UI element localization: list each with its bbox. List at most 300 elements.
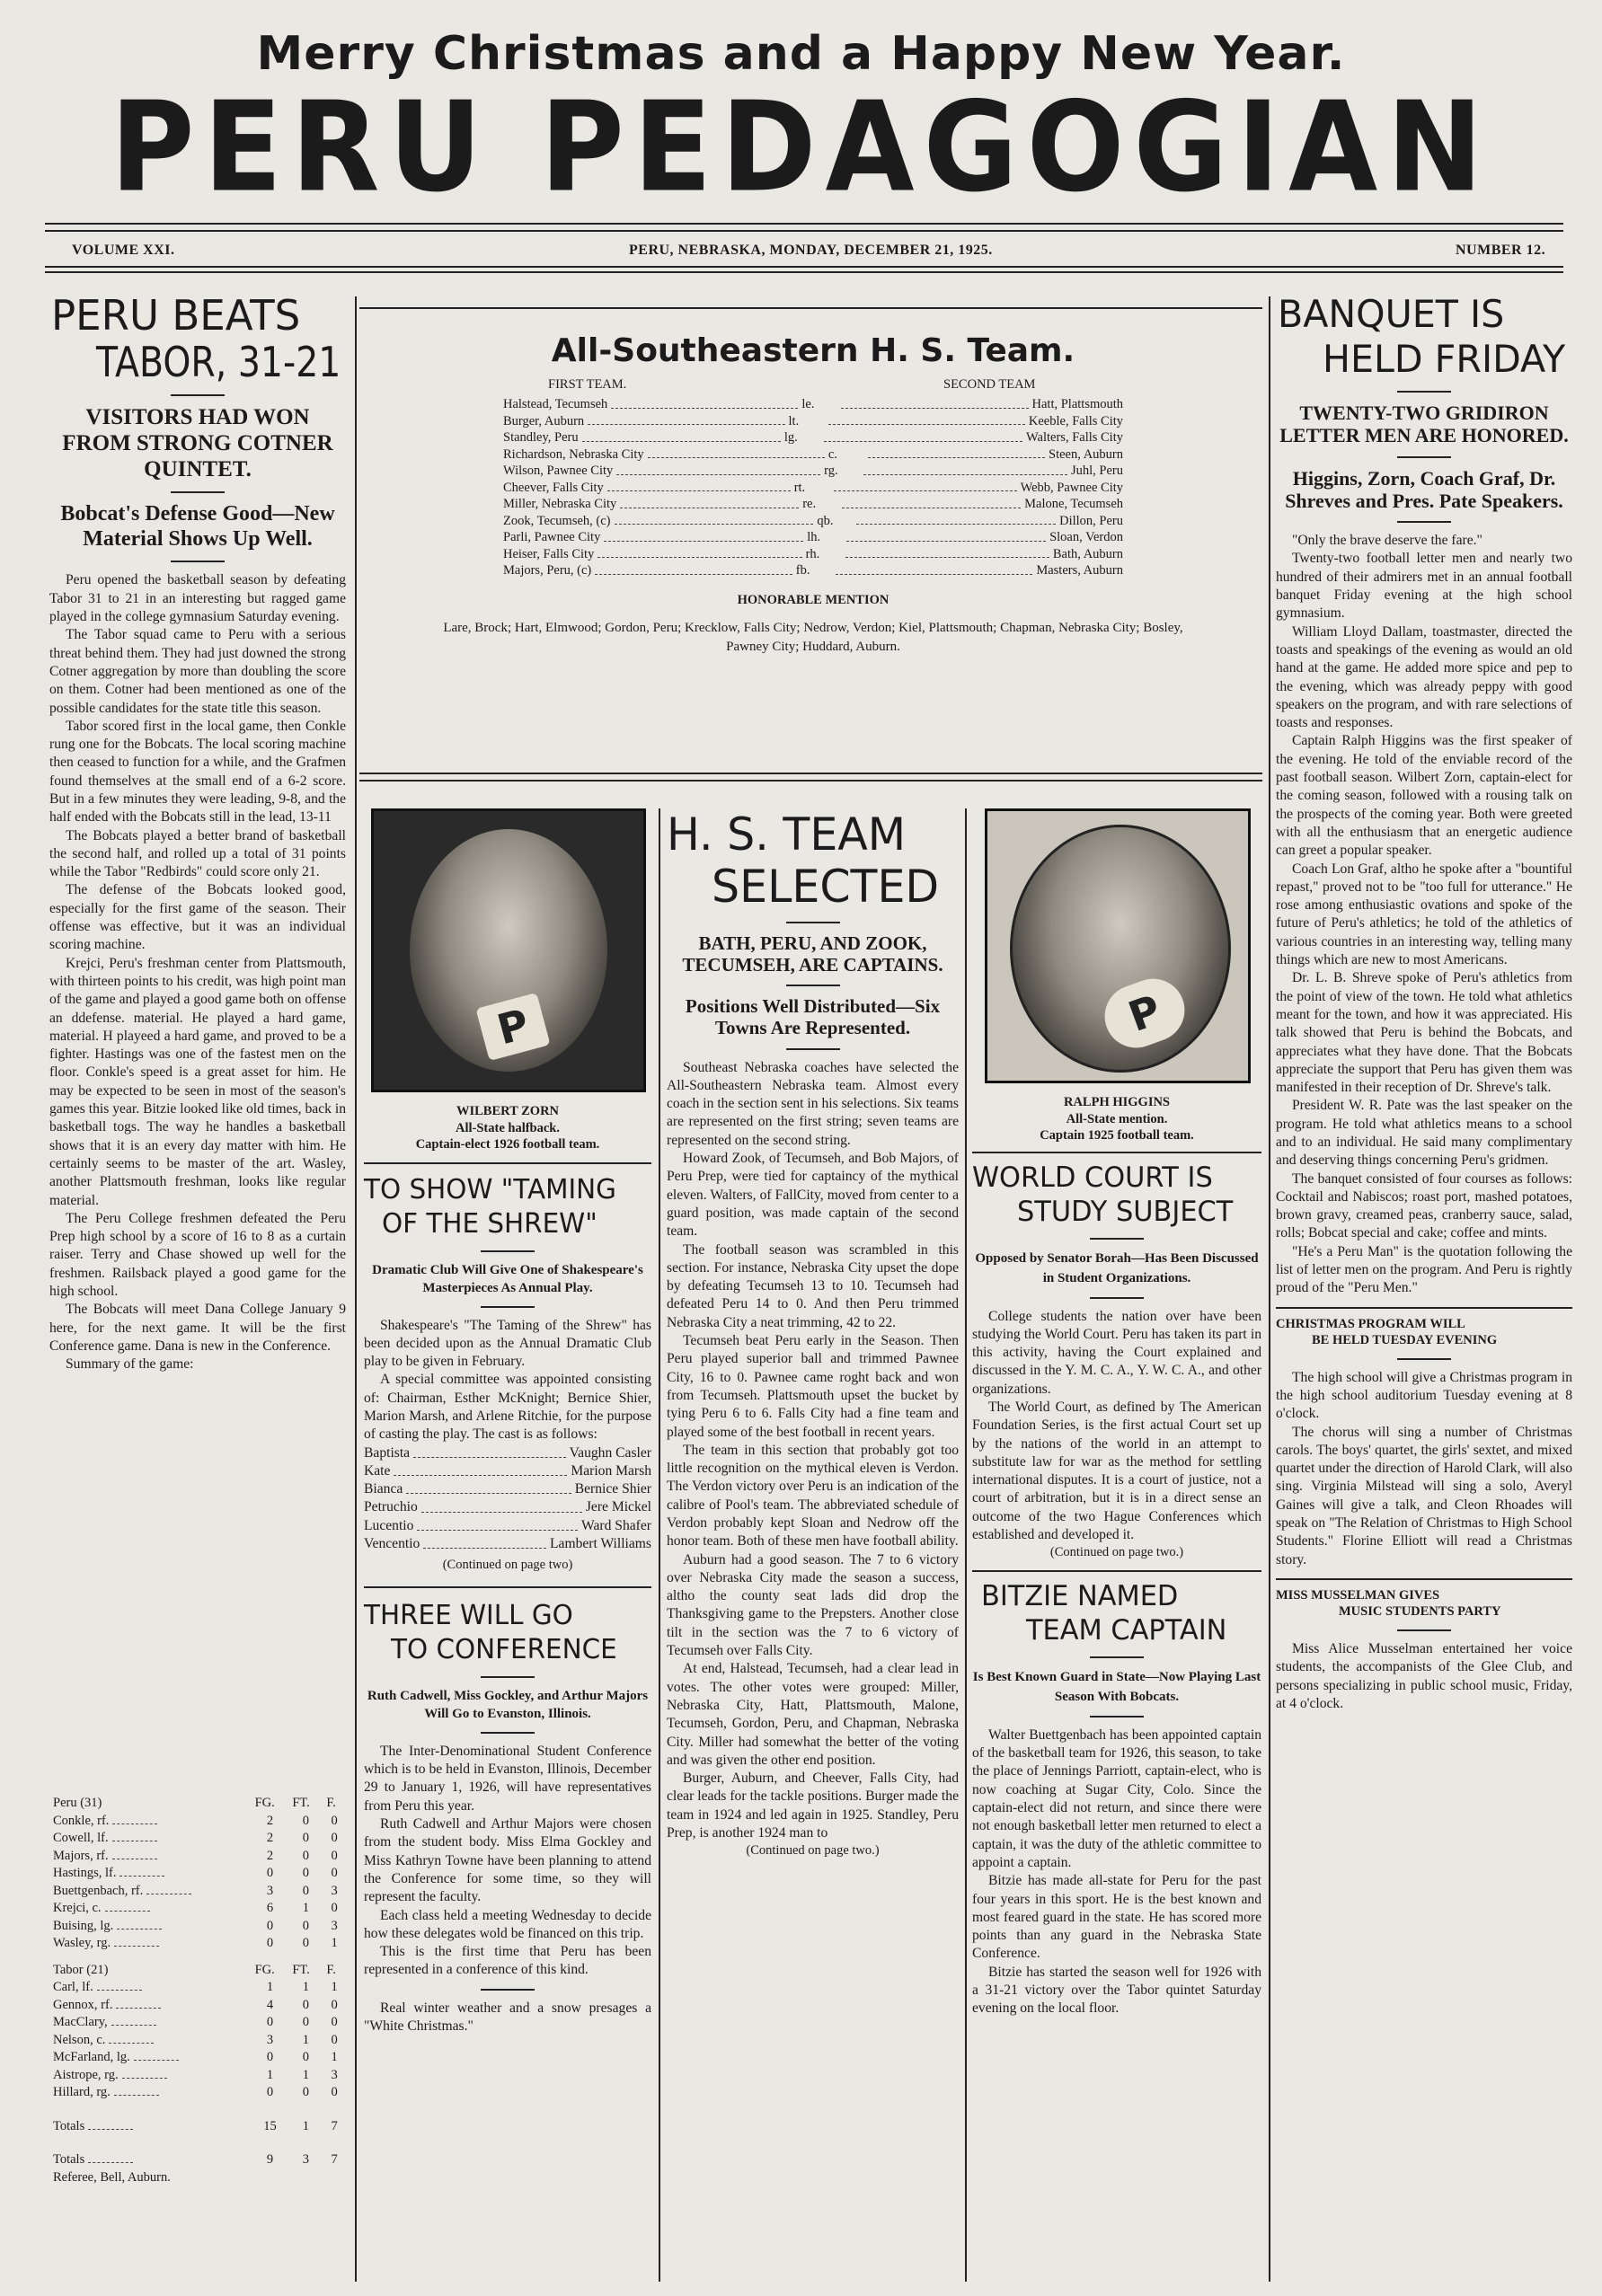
world-court-headline-2: STUDY SUBJECT <box>1017 1195 1234 1228</box>
first-team-player: Standley, Peru <box>503 430 579 445</box>
leader-dots <box>417 1517 578 1531</box>
team-name: Peru (31) <box>53 1796 102 1811</box>
divider <box>171 561 225 562</box>
hs-team-headline-1: H. S. TEAM <box>667 808 907 861</box>
box-score-total <box>49 2151 346 2169</box>
player-name: Hillard, rg. <box>53 2085 111 2100</box>
second-team-player: Steen, Auburn <box>1049 446 1123 462</box>
paragraph: The high school will give a Christmas program in the high school auditorium Tuesday evening at 8 o'clock. <box>1276 1369 1572 1422</box>
first-team-label: FIRST TEAM. <box>548 377 627 392</box>
box-score-row <box>49 1900 346 1918</box>
leader-dots <box>828 413 1025 426</box>
stat-cell: 0 <box>302 2015 309 2030</box>
stat-cell: 7 <box>331 2152 338 2168</box>
box-rule-top <box>359 307 1262 309</box>
divider <box>171 394 225 396</box>
stat-cell: 0 <box>302 1831 309 1846</box>
divider <box>1276 1578 1572 1580</box>
stat-cell: 0 <box>302 1866 309 1881</box>
leader-dots <box>394 1462 567 1476</box>
player-name: MacClary, <box>53 2015 108 2030</box>
position: rt. <box>793 480 806 495</box>
box-score-row <box>49 2067 346 2085</box>
box-score <box>49 1795 346 2186</box>
divider <box>481 1676 535 1678</box>
first-team-player: Wilson, Pawnee City <box>503 464 614 478</box>
column-rule-2 <box>659 808 660 2282</box>
paragraph: The Tabor squad came to Peru with a serious threat behind them. They had just downed the strong Cotner aggregation by more than doubling the score on them. Cotner had been mentioned as one of the possible candidates for the state title this season. <box>49 627 346 716</box>
second-team-player: Dillon, Peru <box>1059 513 1123 528</box>
leader-dots <box>841 396 1028 409</box>
first-team-player: Majors, Peru, (c) <box>503 563 592 578</box>
stat-cell: 0 <box>331 1997 338 2012</box>
paragraph: The Peru College freshmen defeated the Peru Prep high school by a score of 16 to 8 as a curtain raiser. Terry and Chase showed up well for the freshmen. Railsback played a good game for the high school. <box>49 1210 346 1300</box>
banquet-deck-1: TWENTY-TWO GRIDIRON LETTER MEN ARE HONORED. <box>1279 402 1569 447</box>
paragraph: The Inter-Denominational Student Conference which is to be held in Evanston, Illinois, December 29 to January 1, 1926, will have representatives from Peru this year. <box>364 1743 651 1814</box>
divider <box>1397 1629 1451 1631</box>
football-emblem: P <box>1096 970 1194 1057</box>
all-se-row <box>503 529 1123 546</box>
first-team-player: Heiser, Falls City <box>503 546 595 561</box>
box-score-row <box>49 2032 346 2050</box>
actor: Marion Marsh <box>571 1462 651 1479</box>
paragraph: The chorus will sing a number of Christmas carols. The boys' quartet, the girls' sextet, and mixed quartet under the direction of Harold Clark, will also sing. Virginia Milstead will sing a solo, Averyl Gaines will give a talk, and Cleon Rhoades will speak on "The Relation of Christmas to High School Students." Florine Elliott will read a Christmas story. <box>1276 1424 1572 1567</box>
masthead: PERU PEDAGOGIAN <box>110 75 1492 220</box>
stat-cell: 0 <box>331 1813 338 1828</box>
volume-label: VOLUME XXI. <box>72 243 175 258</box>
holiday-banner: Merry Christmas and a Happy New Year. <box>256 27 1346 81</box>
first-team-player: Zook, Tecumseh, (c) <box>503 513 611 528</box>
leader-dots <box>846 529 1046 542</box>
all-se-row <box>503 396 1123 413</box>
shrew-deck: Dramatic Club Will Give One of Shakespeare's Masterpieces As Annual Play. <box>372 1262 643 1295</box>
second-team-player: Walters, Falls City <box>1026 430 1123 445</box>
box-score-row <box>49 1935 346 1953</box>
stat-cell: 0 <box>331 1866 338 1881</box>
dateline-rule <box>45 266 1563 268</box>
honorable-mention-text: Lare, Brock; Hart, Elmwood; Gordon, Peru; Krecklow, Falls City; Nedrow, Verdon; Kiel, Plattsmouth; Chapman, Nebraska City; Bosley, Pawney City; Huddard, Auburn. <box>443 621 1183 654</box>
hs-team-deck-2: Positions Well Distributed—Six Towns Are Represented. <box>685 995 941 1039</box>
dateline-rule-2 <box>45 271 1563 273</box>
paragraph: Real winter weather and a snow presages a "White Christmas." <box>364 2000 651 2035</box>
article-peru-beats-tabor <box>49 292 346 1374</box>
stat-cell: 2 <box>266 1831 274 1846</box>
christmas-headline-2: BE HELD TUESDAY EVENING <box>1312 1333 1498 1348</box>
divider <box>786 922 840 923</box>
divider <box>786 1048 840 1050</box>
position: rh. <box>805 546 820 561</box>
box-score-total <box>49 2118 346 2136</box>
role: Petruchio <box>364 1499 418 1515</box>
paragraph: Summary of the game: <box>66 1356 194 1373</box>
issue-number: NUMBER 12. <box>1456 243 1546 258</box>
divider <box>481 1250 535 1252</box>
divider <box>481 1989 535 1991</box>
column-3 <box>667 808 959 1859</box>
player-name: Conkle, rf. <box>53 1813 110 1828</box>
column-rule-4 <box>1269 296 1270 2282</box>
col-f: F. <box>326 1962 336 1977</box>
col-fg: FG. <box>254 1962 275 1977</box>
stat-cell: 1 <box>331 1980 338 1995</box>
shrew-headline-1: TO SHOW "TAMING <box>364 1173 616 1205</box>
second-team-player: Malone, Tecumseh <box>1024 497 1124 511</box>
first-team-player: Richardson, Nebraska City <box>503 446 644 462</box>
paragraph: Twenty-two football letter men and nearly two hundred of their admirers met in an annual football banquet Friday evening at the high school gymnasium. <box>1276 551 1572 622</box>
all-se-row <box>503 562 1123 579</box>
position: re. <box>802 497 817 511</box>
box-rule-bottom-2 <box>359 780 1262 782</box>
all-se-row <box>503 546 1123 563</box>
photo-wilbert-zorn <box>371 808 646 1092</box>
actor: Jere Mickel <box>585 1499 651 1515</box>
stat-cell: 0 <box>331 1831 338 1846</box>
stat-cell: 1 <box>331 1936 338 1951</box>
divider <box>481 1306 535 1308</box>
leader-dots <box>607 480 791 492</box>
leader-dots <box>588 413 784 426</box>
paragraph: "Only the brave deserve the fare." <box>1292 533 1483 549</box>
divider <box>1397 456 1451 458</box>
second-team-player: Keeble, Falls City <box>1028 413 1124 428</box>
position: lt. <box>788 413 800 428</box>
box-score-row <box>49 2084 346 2102</box>
musselman-headline-1: MISS MUSSELMAN GIVES <box>1276 1587 1440 1603</box>
box-score-row <box>49 2049 346 2067</box>
player-name: Carl, lf. <box>53 1980 93 1995</box>
box-rule-bottom <box>359 773 1262 774</box>
leader-dots <box>611 396 798 409</box>
paragraph: Bitzie has started the season well for 1926 with a 31-21 victory over the Tabor quintet Saturday evening on the local floor. <box>972 1964 1261 2017</box>
cast-row <box>364 1462 651 1480</box>
column-2 <box>364 808 651 2035</box>
stat-cell: 0 <box>302 1848 309 1863</box>
position: lh. <box>807 530 821 544</box>
stat-cell: 1 <box>302 2118 309 2133</box>
leader-dots <box>421 1498 582 1512</box>
leader-dots <box>406 1480 571 1494</box>
all-se-title: All-Southeastern H. S. Team. <box>551 332 1075 369</box>
stat-cell: 0 <box>266 2085 274 2100</box>
box-score-row <box>49 1918 346 1936</box>
stat-cell: 1 <box>266 2067 274 2082</box>
all-se-row <box>503 413 1123 430</box>
all-se-row <box>503 513 1123 530</box>
paragraph: This is the first time that Peru has been represented in a conference of this kind. <box>364 1944 651 1978</box>
paragraph: The banquet consisted of four courses as follows: Cocktail and Nabiscos; roast port, mashed potatoes, brown gravy, creamed peas, cranberry sauce, salad, rolls; Bobcat special and cake; coffee and mints. <box>1276 1170 1572 1241</box>
stat-cell: 0 <box>266 2015 274 2030</box>
paragraph: Tabor scored first in the local game, then Conkle rung one for the Bobcats. The local scoring machine then ceased to function for a while, and the Grafmen found themselves at the small end of a 6-2 score. But in a few minutes they were leading, 9-8, and the half ended with the Bobcats still in the lead, 13-11 <box>49 718 346 826</box>
paragraph: Shakespeare's "The Taming of the Shrew" has been decided upon as the Annual Dramatic Club play to be given in February. <box>364 1317 651 1370</box>
role: Lucentio <box>364 1517 414 1533</box>
banquet-headline-1: BANQUET IS <box>1278 292 1505 336</box>
leader-dots <box>842 496 1021 508</box>
player-name: Cowell, lf. <box>53 1831 109 1846</box>
letter-p-emblem: P <box>475 993 550 1061</box>
all-se-row <box>503 496 1123 513</box>
divider <box>1090 1716 1144 1718</box>
actor: Bernice Shier <box>574 1481 651 1497</box>
paragraph: Walter Buettgenbach has been appointed captain of the basketball team for 1926, this season, to take the place of Jennings Parriott, captain-elect, who is now coaching at Sugar City, Colo. Since the captain-elect did not return, and since there were not enough basketball letter men returned to elect a captain, it was the duty of the athletic committee to appoint a captain. <box>972 1726 1261 1870</box>
bitzie-headline-1: BITZIE NAMED <box>981 1579 1179 1612</box>
second-team-player: Webb, Pawnee City <box>1020 480 1124 495</box>
paragraph: "He's a Peru Man" is the quotation following the list of letter men on the program. And Peru is rightly proud of the "Peru Men." <box>1276 1243 1572 1296</box>
leader-dots <box>836 562 1033 575</box>
stat-cell: 3 <box>266 1883 274 1898</box>
world-court-headline-1: WORLD COURT IS <box>972 1161 1213 1194</box>
photo-caption-position: All-State halfback. <box>456 1120 560 1135</box>
position: rg. <box>824 464 838 478</box>
christmas-headline-1: CHRISTMAS PROGRAM WILL <box>1276 1316 1465 1331</box>
divider <box>481 1732 535 1734</box>
stat-cell: 0 <box>302 2085 309 2100</box>
second-team-player: Masters, Auburn <box>1036 563 1123 578</box>
stat-cell: 1 <box>302 1901 309 1916</box>
paragraph: Each class held a meeting Wednesday to decide how these delegates wold be financed on this trip. <box>364 1907 651 1941</box>
paragraph: At end, Halstead, Tecumseh, had a clear lead in votes. The other votes were grouped: Miller, Nebraska City, Hatt, Plattsmouth, Malone, Tecumseh, Gordon, Peru, and Chapman, Nebraska City. Miller had somewhat the better of the voting and was given the other end position. <box>667 1661 959 1768</box>
second-team-player: Bath, Auburn <box>1052 546 1123 561</box>
all-se-row <box>503 463 1123 480</box>
masthead-rule-top <box>45 223 1563 225</box>
stat-cell: 4 <box>266 1997 274 2012</box>
paragraph: The team in this section that probably got too little recognition on the mythical eleven is Verdon. The Verdon victory over Peru is an indication of the calibre of Pool's team. The abbreviated schedule of Verdon probably kept Sloan and Nedrow off the honor team. Both of these men have football ability. <box>667 1442 959 1550</box>
player-name: McFarland, lg. <box>53 2050 130 2065</box>
stat-cell: 3 <box>331 1918 338 1933</box>
actor: Ward Shafer <box>581 1517 651 1533</box>
all-se-row <box>503 446 1123 464</box>
leader-dots <box>616 463 820 475</box>
paragraph: Tecumseh beat Peru early in the Season. Then Peru played superior ball and trimmed Pawnee City, 16 to 0. Pawnee came roght back and won from Tecumseh. Plattsmouth upset the bucket by tying Peru 6 to 6. Falls City had a fine team and played some of the best football in recent years. <box>667 1333 959 1440</box>
first-team-player: Parli, Pawnee City <box>503 530 601 544</box>
leader-dots <box>604 529 803 542</box>
stat-cell: 1 <box>331 2050 338 2065</box>
col-ft: FT. <box>292 1962 310 1977</box>
all-southeastern-team <box>368 332 1258 657</box>
stat-cell: 0 <box>302 2050 309 2065</box>
actor: Lambert Williams <box>550 1536 651 1552</box>
conference-deck: Ruth Cadwell, Miss Gockley, and Arthur Majors Will Go to Evanston, Illinois. <box>367 1688 649 1721</box>
second-team-label: SECOND TEAM <box>943 377 1036 392</box>
photo-caption-position: All-State mention. <box>1066 1111 1168 1126</box>
player-name: Totals <box>53 2152 85 2168</box>
cast-row <box>364 1444 651 1462</box>
position: qb. <box>817 513 834 528</box>
paragraph: President W. R. Pate was the last speaker on the program. He told what athletics means to a school and to an individual. He said many complimentary and deserving things concerning Peru's gridmen. <box>1276 1098 1572 1169</box>
divider <box>171 491 225 493</box>
leader-dots <box>615 513 814 525</box>
paragraph: Howard Zook, of Tecumseh, and Bob Majors, of Peru Prep, were tied for captaincy of the mythical eleven. Walters, of FallCity, moved from center to a guard position, was made captain of the second team. <box>667 1151 959 1240</box>
first-team-player: Burger, Auburn <box>503 413 585 428</box>
stat-cell: 1 <box>302 1980 309 1995</box>
referee: Referee, Bell, Auburn. <box>53 2169 171 2185</box>
paragraph: Dr. L. B. Shreve spoke of Peru's athletics from the point of view of the town. He told what athletics meant for the town, and how it was appreciated. His talk showed that Peru is behind the Bobcats, and appreciates what they have done. That the Bobcats appreciate the support that Peru has given them was manifested in their reception of Dr. Shreve's talk. <box>1276 970 1572 1096</box>
musselman-headline-2: MUSIC STUDENTS PARTY <box>1339 1604 1501 1620</box>
leader-dots <box>413 1444 566 1458</box>
paragraph: Miss Alice Musselman entertained her voice students, the accompanists of the Glee Club, and persons specializing in public school music, Friday, at 4 o'clock. <box>1276 1640 1572 1711</box>
paragraph: Ruth Cadwell and Arthur Majors were chosen from the student body. Miss Elma Gockley and Miss Kathryn Towne have been planning to attend the Conference for some time, so they will represent the faculty. <box>364 1816 651 1905</box>
column-4 <box>972 808 1261 2018</box>
col-fg: FG. <box>254 1796 275 1811</box>
cast-row <box>364 1535 651 1553</box>
player-name: Totals <box>53 2118 85 2133</box>
player-name: Hastings, lf. <box>53 1866 117 1881</box>
world-court-continued: (Continued on page two.) <box>1049 1545 1184 1560</box>
position: c. <box>828 446 837 462</box>
role: Baptista <box>364 1444 411 1461</box>
world-court-deck: Opposed by Senator Borah—Has Been Discussed in Student Organizations. <box>975 1250 1259 1285</box>
paragraph: William Lloyd Dallam, toastmaster, directed the toasts and speakings of the evening as would an old hand at the game. He added more spice and pep to the evening, which was already peppy with good speakers on the program, and with rare selections of toasts and responses. <box>1276 623 1572 731</box>
stat-cell: 7 <box>331 2118 338 2133</box>
stat-cell: 0 <box>331 2085 338 2100</box>
stat-cell: 0 <box>331 1901 338 1916</box>
first-team-player: Cheever, Falls City <box>503 480 604 495</box>
cast-row <box>364 1498 651 1516</box>
stat-cell: 0 <box>331 1848 338 1863</box>
stat-cell: 0 <box>302 1997 309 2012</box>
stat-cell: 2 <box>266 1813 274 1828</box>
stat-cell: 0 <box>266 1936 274 1951</box>
stat-cell: 0 <box>302 1813 309 1828</box>
role: Vencentio <box>364 1536 420 1552</box>
stat-cell: 3 <box>302 2152 309 2168</box>
photo-caption-title: Captain 1925 football team. <box>1040 1128 1194 1143</box>
paragraph: The Bobcats will meet Dana College January 9 here, for the next game. It will be the first Conference game. Dana is new in the Conference. <box>49 1302 346 1354</box>
player-name: Gennox, rf. <box>53 1997 113 2012</box>
cast-row <box>364 1480 651 1498</box>
leader-dots <box>423 1535 546 1549</box>
leader-dots <box>595 562 792 575</box>
box-score-row <box>49 1813 346 1831</box>
stat-cell: 0 <box>302 1918 309 1933</box>
divider <box>1397 521 1451 523</box>
column-5 <box>1276 292 1572 1713</box>
stat-cell: 3 <box>331 1883 338 1898</box>
stat-cell: 0 <box>266 2050 274 2065</box>
stat-cell: 0 <box>302 1883 309 1898</box>
divider <box>1276 1307 1572 1309</box>
photo-caption-title: Captain-elect 1926 football team. <box>415 1137 600 1152</box>
deck-1: VISITORS HAD WON FROM STRONG COTNER QUINTET. <box>62 405 333 481</box>
divider <box>1397 391 1451 393</box>
photo-caption-name: RALPH HIGGINS <box>1063 1095 1171 1109</box>
paragraph: College students the nation over have been studying the World Court. Peru has taken its part in this activity, having the Court explained and discussed in the Y. M. C. A., Y. W. C. A., and other organizations. <box>972 1308 1261 1397</box>
leader-dots <box>648 446 825 459</box>
paragraph: The Bobcats played a better brand of basketball the second half, and rolled up a total of 31 points while the Tabor "Redbirds" could score only 21. <box>49 827 346 880</box>
paragraph: Auburn had a good season. The 7 to 6 victory over Nebraska City made the season a success, altho the county seat lads did drop the Thanksgiving game to the Prepsters. Another close tilt in the section was the 7 to 6 victory of Tecumseh over Falls City. <box>667 1551 959 1659</box>
divider <box>1090 1297 1144 1299</box>
stat-cell: 1 <box>266 1980 274 1995</box>
stat-cell: 0 <box>302 1936 309 1951</box>
stat-cell: 0 <box>331 2015 338 2030</box>
paragraph: Krejci, Peru's freshman center from Plattsmouth, with thirteen points to his credit, was high point man of the game and played a good game both on offense an ddefense. material. He played a hard game, material. H playeed a hard game, and proved to be a fighter. Hastings was one of the fastest men on the floor. Conkle's speed is a great asset for him. He may be expected to be seen in most of the season's games this year. Bitzie looked like old times, back in basketball togs. The way he handles a basketball shows that it is an every day matter with him. He certainly seems to be master of the art. Wasley, another Plattsmouth freshman, looks like regular material. <box>49 955 346 1208</box>
second-team-player: Sloan, Verdon <box>1049 530 1123 544</box>
box-score-row <box>49 1997 346 2015</box>
paragraph: Captain Ralph Higgins was the first speaker of the evening. He told of the enviable record of the past football season. Wilbert Zorn, captain-elect for the coming season, followed with a rousing talk on the prospects of the coming year. Both were greeted with all the enthusiasm that an energetic audience can greet a popular speaker. <box>1276 733 1572 859</box>
divider <box>1397 1358 1451 1360</box>
place-date: PERU, NEBRASKA, MONDAY, DECEMBER 21, 1925. <box>629 243 993 258</box>
leader-dots <box>620 496 799 508</box>
divider <box>1090 1238 1144 1240</box>
box-score-row <box>49 1865 346 1883</box>
hs-team-deck-1: BATH, PERU, AND ZOOK, TECUMSEH, ARE CAPTAINS. <box>682 932 943 976</box>
paragraph: The World Court, as defined by The American Foundation Series, is the first actual Court set up by the nations of the world in an attempt to substitute law for war as the method for settling international disputes. It is a court of justice, not a court of arbitration, but it is in a direct sense an outcome of the two Hague Conferences which established and developed it. <box>972 1399 1261 1543</box>
stat-cell: 1 <box>302 2067 309 2082</box>
leader-dots <box>834 480 1017 492</box>
divider <box>1090 1656 1144 1658</box>
column-rule-3 <box>965 808 967 2282</box>
stat-cell: 0 <box>331 2032 338 2047</box>
box-score-row <box>49 1848 346 1866</box>
hs-team-continued: (Continued on page two.) <box>746 1843 880 1859</box>
honorable-mention-title: HONORABLE MENTION <box>737 592 890 607</box>
stat-cell: 1 <box>302 2032 309 2047</box>
divider <box>786 985 840 986</box>
conference-headline-1: THREE WILL GO <box>364 1599 573 1631</box>
photo-ralph-higgins <box>985 808 1251 1083</box>
role: Bianca <box>364 1481 403 1497</box>
leader-dots <box>597 546 801 559</box>
all-se-row <box>503 480 1123 497</box>
stat-cell: 3 <box>266 2032 274 2047</box>
first-team-player: Halstead, Tecumseh <box>503 397 608 411</box>
leader-dots <box>856 513 1056 525</box>
col-f: F. <box>326 1796 336 1811</box>
col-ft: FT. <box>292 1796 310 1811</box>
stat-cell: 15 <box>263 2118 277 2133</box>
masthead-rule-bottom <box>45 230 1563 232</box>
paragraph: The football season was scrambled in this section. For instance, Nebraska City upset the dope by defeating Tecumseh 13 to 10. Tecumseh had defeated Peru 14 to 0. And then Peru trimmed Nebraska City a neat trimming, 42 to 22. <box>667 1241 959 1330</box>
bitzie-headline-2: TEAM CAPTAIN <box>1026 1613 1227 1647</box>
paragraph: Bitzie has made all-state for Peru for the past four years in this sport. He is the best known and most feared guard in the state. He has scored more points than any guard in the Nebraska State Conference. <box>972 1873 1261 1962</box>
paragraph: Burger, Auburn, and Cheever, Falls City, had clear leads for the tackle positions. Burger made the team in 1924 and led again in 1925. Standley, Peru Prep, is another 1924 man to <box>667 1771 959 1841</box>
headline-line-1: PERU BEATS <box>51 291 301 340</box>
paragraph: Coach Lon Graf, altho he spoke after a "bountiful repast," proved not to be "too full for utterance." He rose among enthusiastic ovations and spoke of the future of Peru's athletics; he told of the athletics of various countries in an interesting way, telling many things which are new to most Americans. <box>1276 861 1572 968</box>
stat-cell: 2 <box>266 1848 274 1863</box>
leader-dots <box>582 429 781 442</box>
position: lg. <box>783 430 798 445</box>
paragraph: The defense of the Bobcats looked good, especially for the first game of the season. Their offense was effective, but it was an individual scoring machine. <box>49 882 346 953</box>
position: le. <box>801 397 815 411</box>
conference-headline-2: TO CONFERENCE <box>391 1633 617 1665</box>
paragraph: Peru opened the basketball season by defeating Tabor 31 to 21 in an interesting but ragged game played in the college gymnasium Saturday evening. <box>49 572 346 625</box>
shrew-continued: (Continued on page two) <box>442 1558 573 1573</box>
second-team-player: Hatt, Plattsmouth <box>1031 397 1124 411</box>
team-name: Tabor (21) <box>53 1962 109 1977</box>
player-name: Krejci, c. <box>53 1901 102 1916</box>
photo-caption-name: WILBERT ZORN <box>456 1104 560 1118</box>
player-name: Wasley, rg. <box>53 1936 111 1951</box>
leader-dots <box>868 446 1045 459</box>
box-score-row <box>49 2014 346 2032</box>
stat-cell: 9 <box>266 2152 274 2168</box>
paragraph: A special committee was appointed consisting of: Chairman, Esther McKnight; Bernice Shier, Marion Marsh, and Arlene Ritchie, for the purpose of casting the play. The cast is as follows: <box>364 1372 651 1443</box>
player-name: Aistrope, rg. <box>53 2067 119 2082</box>
paragraph: Southeast Nebraska coaches have selected the All-Southeastern Nebraska team. Almost every coach in the section sent in his selections. Six teams are represented on the first string; seven teams are represented on the second string. <box>667 1059 959 1148</box>
hs-team-headline-2: SELECTED <box>712 861 940 913</box>
leader-dots <box>863 463 1067 475</box>
stat-cell: 0 <box>266 1866 274 1881</box>
headline-line-2: TABOR, 31-21 <box>96 338 341 386</box>
player-name: Buising, lg. <box>53 1918 114 1933</box>
position: fb. <box>795 563 810 578</box>
leader-dots <box>845 546 1049 559</box>
banquet-headline-2: HELD FRIDAY <box>1323 337 1566 381</box>
all-se-row <box>503 429 1123 446</box>
second-team-player: Juhl, Peru <box>1071 464 1124 478</box>
stat-cell: 3 <box>331 2067 338 2082</box>
player-name: Buettgenbach, rf. <box>53 1883 144 1898</box>
column-rule-1 <box>355 296 357 2282</box>
